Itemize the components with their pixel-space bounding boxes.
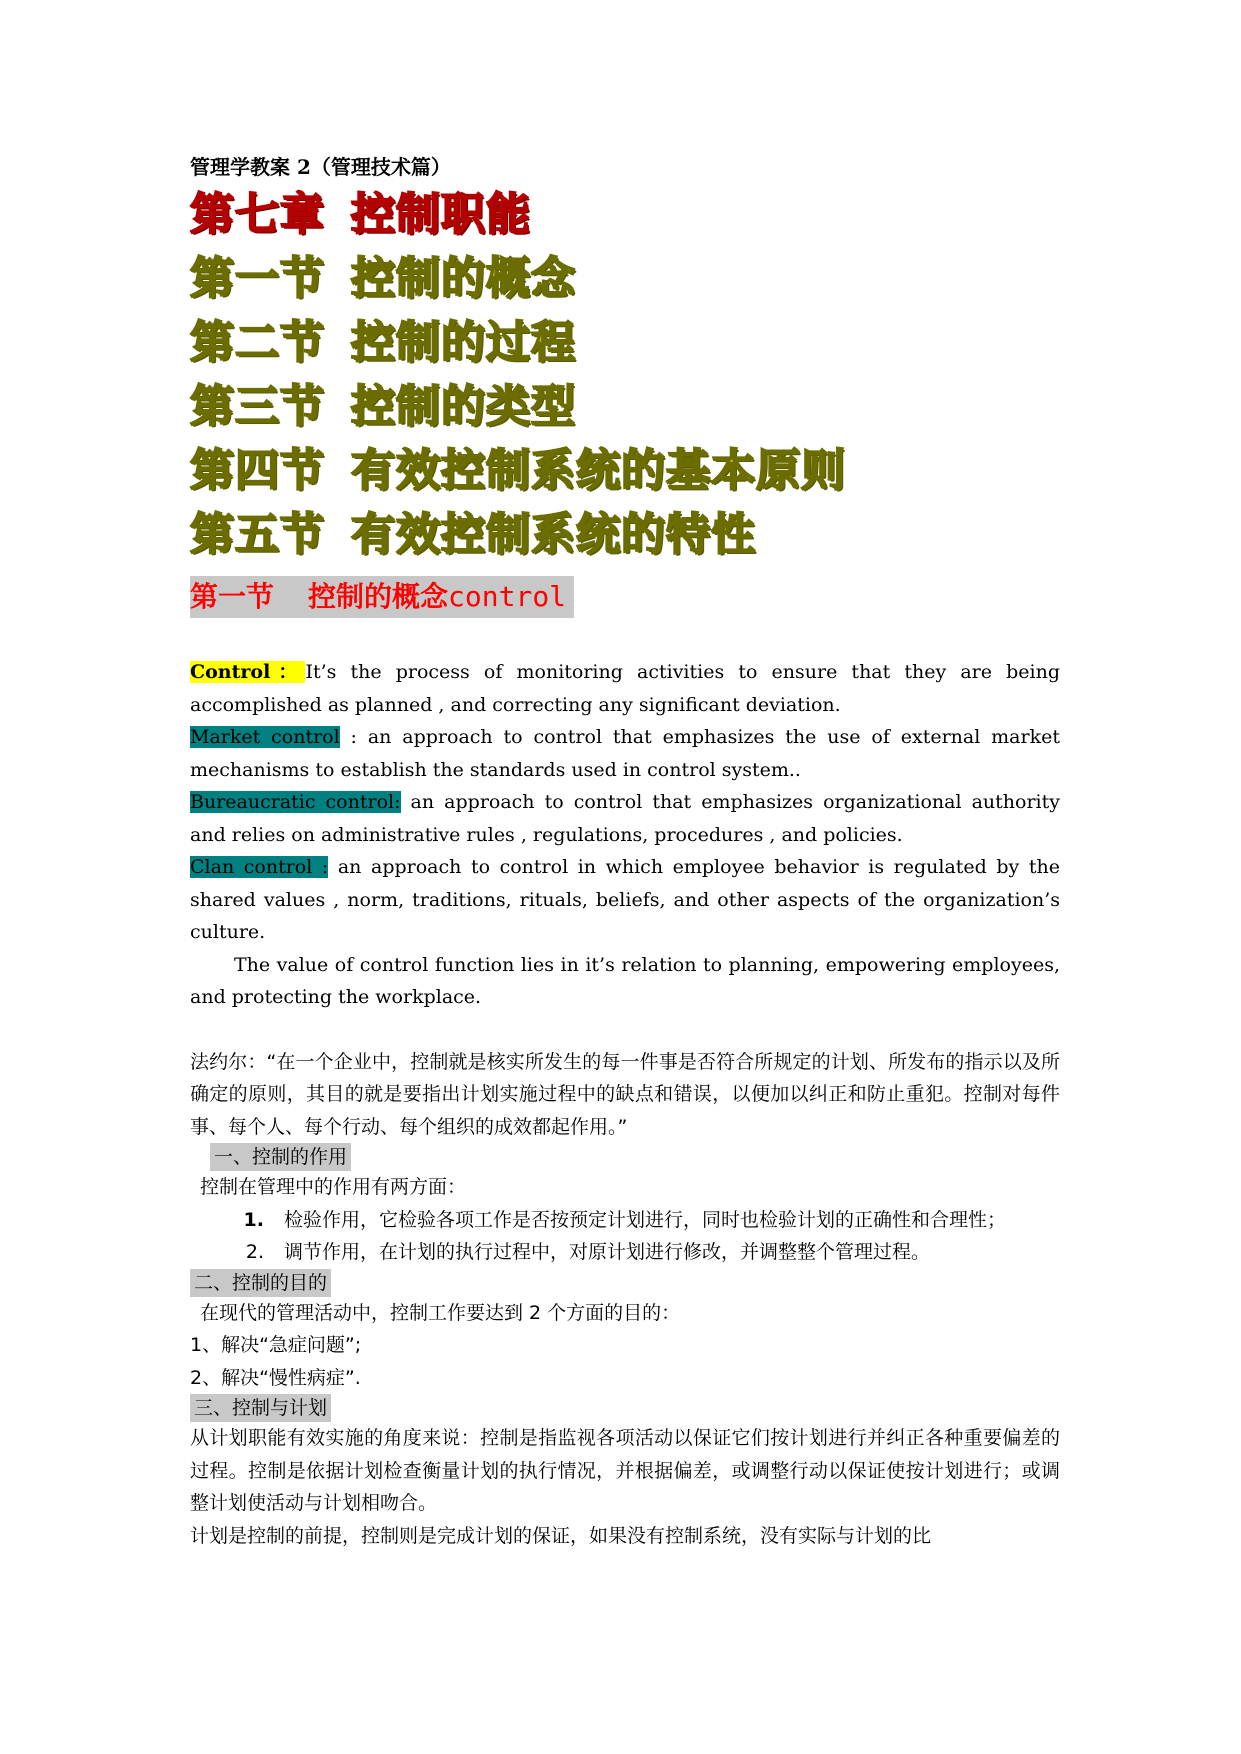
definitions-block <box>190 656 1060 1014</box>
planning-paragraph-1: 从计划职能有效实施的角度来说：控制是指监视各项活动以保证它们按计划进行并纠正各种重要偏差的过程。控制是依据计划检查衡量计划的执行情况，并根据偏差，或调整行动以保证使按计划进行；或调整计划使活动与计划相吻合。 <box>190 1427 1060 1514</box>
definition-text: : an approach to control that emphasizes the use of external market mechanisms to establish the standards used in control system.. <box>190 726 1060 781</box>
section-title: 控制的概念 <box>351 253 576 304</box>
section-heading-3 <box>190 376 1060 440</box>
list-text: 检验作用，它检验各项工作是否按预定计划进行，同时也检验计划的正确性和合理性； <box>284 1208 1007 1231</box>
definition-text: an approach to control that emphasizes organizational authority and relies on administrative rules , regulations, procedures , and policies. <box>190 791 1060 846</box>
document-title: 管理学教案 2（管理技术篇） <box>190 155 451 179</box>
current-section-label: 第一节 <box>190 580 275 613</box>
subheading-role-of-control: 一、控制的作用 <box>210 1143 351 1171</box>
definition-text: an approach to control in which employee behavior is regulated by the shared values , norm, traditions, rituals, beliefs, and other aspects of the organization’s culture. <box>190 856 1060 943</box>
definition-term: Clan control : <box>190 856 329 878</box>
value-paragraph: The value of control function lies in it’s relation to planning, empowering employees, and protecting the workplace. <box>190 953 1060 1008</box>
section-heading-4 <box>190 440 1060 504</box>
role-lead: 控制在管理中的作用有两方面： <box>200 1176 467 1198</box>
definition-term: Market control <box>190 726 340 748</box>
section-label: 第五节 <box>190 509 325 560</box>
planning-paragraph-2: 计划是控制的前提，控制则是完成计划的保证，如果没有控制系统，没有实际与计划的比 <box>190 1524 932 1547</box>
document-page <box>190 150 1060 1552</box>
chapter-label: 第七章 <box>190 189 325 240</box>
current-section-english: control <box>448 580 567 613</box>
definition-control <box>190 656 1060 721</box>
chapter-heading <box>190 184 1060 248</box>
list-number: 2. <box>245 1241 264 1263</box>
list-number: 1. <box>243 1208 264 1231</box>
purpose-lead: 在现代的管理活动中，控制工作要达到 2 个方面的目的： <box>200 1301 681 1324</box>
section-heading-2 <box>190 312 1060 376</box>
definition-text: It’s the process of monitoring activities to ensure that they are being accomplished as planned , and correcting any significant deviation. <box>190 661 1061 716</box>
list-item <box>190 1204 1060 1237</box>
definition-market-control <box>190 721 1060 786</box>
section-heading-5 <box>190 504 1060 568</box>
section-label: 第二节 <box>190 317 325 368</box>
section-heading-1 <box>190 248 1060 312</box>
chapter-title: 控制职能 <box>351 189 531 240</box>
current-section-heading <box>190 576 574 618</box>
section-title: 有效控制系统的基本原则 <box>351 445 846 496</box>
purpose-item-1: 1、解决“急症问题”; <box>190 1334 362 1356</box>
section-title: 控制的类型 <box>351 381 576 432</box>
section-label: 第一节 <box>190 253 325 304</box>
section-title: 控制的过程 <box>351 317 576 368</box>
section-label: 第三节 <box>190 381 325 432</box>
subheading-control-and-planning: 三、控制与计划 <box>190 1394 331 1422</box>
list-item <box>190 1236 1060 1269</box>
current-section-title: 控制的概念 <box>308 580 449 613</box>
purpose-item-2: 2、解决“慢性病症”. <box>190 1366 361 1389</box>
definition-clan-control <box>190 851 1060 949</box>
chinese-body <box>190 1046 1060 1553</box>
subheading-purpose-of-control: 二、控制的目的 <box>190 1269 331 1297</box>
definition-term: Bureaucratic control: <box>190 791 401 813</box>
section-label: 第四节 <box>190 445 325 496</box>
definition-term: Control： <box>190 661 306 683</box>
definition-bureaucratic-control <box>190 786 1060 851</box>
fayol-quote: 法约尔：“在一个企业中，控制就是核实所发生的每一件事是否符合所规定的计划、所发布的指示以及所确定的原则，其目的就是要指出计划实施过程中的缺点和错误，以便加以纠正和防止重犯。控制对每件事、每个人、每个行动、每个组织的成效都起作用。” <box>190 1050 1060 1138</box>
list-text: 调节作用，在计划的执行过程中，对原计划进行修改，并调整整个管理过程。 <box>284 1241 931 1263</box>
section-title: 有效控制系统的特性 <box>351 509 756 560</box>
